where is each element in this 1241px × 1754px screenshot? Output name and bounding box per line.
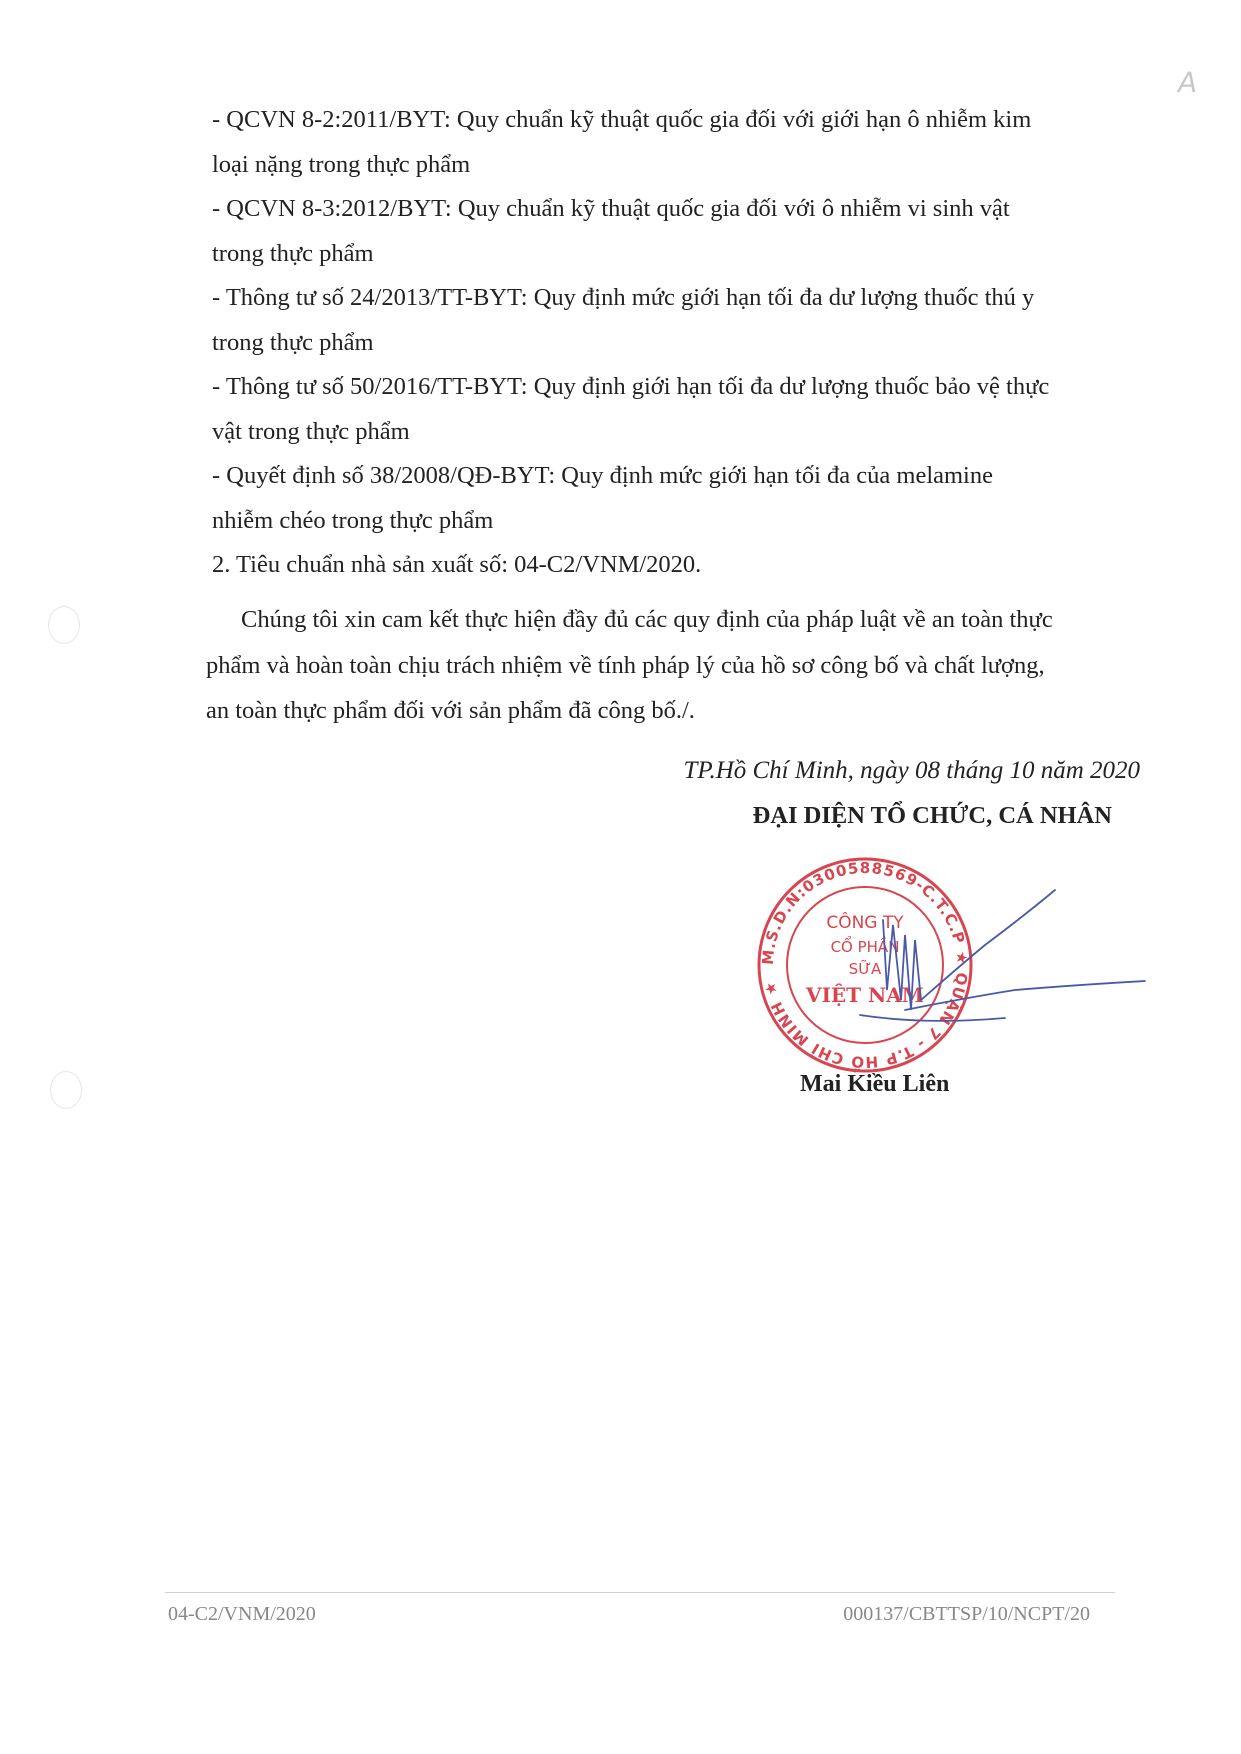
standard-line: - Thông tư số 24/2013/TT-BYT: Quy định mức giới hạn tối đa dư lượng thuốc thú y (212, 284, 1035, 311)
footer-divider (165, 1592, 1115, 1593)
standard-item (212, 453, 1092, 543)
signature-stroke (860, 1015, 1005, 1021)
seal-line-4: VIỆT NAM (806, 983, 924, 1007)
standard-line: - QCVN 8-3:2012/BYT: Quy chuẩn kỹ thuật quốc gia đối với ô nhiễm vi sinh vật (212, 195, 1010, 222)
seal-line-1: CÔNG TY (826, 913, 904, 933)
standard-item (212, 275, 1092, 365)
standard-item (212, 97, 1092, 187)
commitment-paragraph (206, 597, 1106, 734)
standard-line: - Quyết định số 38/2008/QĐ-BYT: Quy định mức giới hạn tối đa của melamine (212, 462, 993, 489)
standard-line: loại nặng trong thực phẩm (212, 151, 471, 178)
place-date-line: TP.Hồ Chí Minh, ngày 08 tháng 10 năm 2020 (683, 757, 1140, 784)
seal-ring-text: M.S.D.N:0300588569-C.T.C.P ★ QUẬN 7 - T.P HỒ CHÍ MINH ★ (758, 858, 972, 1072)
standard-line: trong thực phẩm (212, 329, 374, 356)
standard-line: trong thực phẩm (212, 240, 374, 267)
standard-item (212, 186, 1092, 276)
standard-line: nhiễm chéo trong thực phẩm (212, 507, 494, 534)
footer-document-code: 04-C2/VNM/2020 (168, 1603, 316, 1625)
representative-title: ĐẠI DIỆN TỔ CHỨC, CÁ NHÂN (752, 802, 1112, 829)
standard-line: - Thông tư số 50/2016/TT-BYT: Quy định giới hạn tối đa dư lượng thuốc bảo vệ thực (212, 373, 1050, 400)
standard-item (212, 364, 1092, 454)
commitment-line: phẩm và hoàn toàn chịu trách nhiệm về tính pháp lý của hồ sơ công bố và chất lượng, (206, 651, 1045, 679)
standard-line: - QCVN 8-2:2011/BYT: Quy chuẩn kỹ thuật quốc gia đối với giới hạn ô nhiễm kim (212, 106, 1032, 133)
punch-hole (50, 1071, 82, 1109)
commitment-line: an toàn thực phẩm đối với sản phẩm đã công bố./. (206, 697, 695, 724)
punch-hole (48, 606, 80, 644)
signer-name: Mai Kiều Liên (800, 1071, 950, 1097)
seal-line-2: CỔ PHẦN (830, 938, 900, 956)
handwritten-corner-mark: A (1175, 66, 1201, 99)
seal-line-3: SỮA (848, 960, 882, 978)
company-seal-with-signature (755, 850, 1175, 1080)
manufacturer-standard-text: 2. Tiêu chuẩn nhà sản xuất số: 04-C2/VNM/2020. (212, 551, 702, 578)
footer-reference-number: 000137/CBTTSP/10/NCPT/20 (843, 1603, 1090, 1625)
manufacturer-standard (212, 542, 1092, 587)
company-seal (759, 859, 972, 1075)
standard-line: vật trong thực phẩm (212, 418, 410, 445)
commitment-line: Chúng tôi xin cam kết thực hiện đầy đủ các quy định của pháp luật về an toàn thực (241, 606, 1053, 633)
